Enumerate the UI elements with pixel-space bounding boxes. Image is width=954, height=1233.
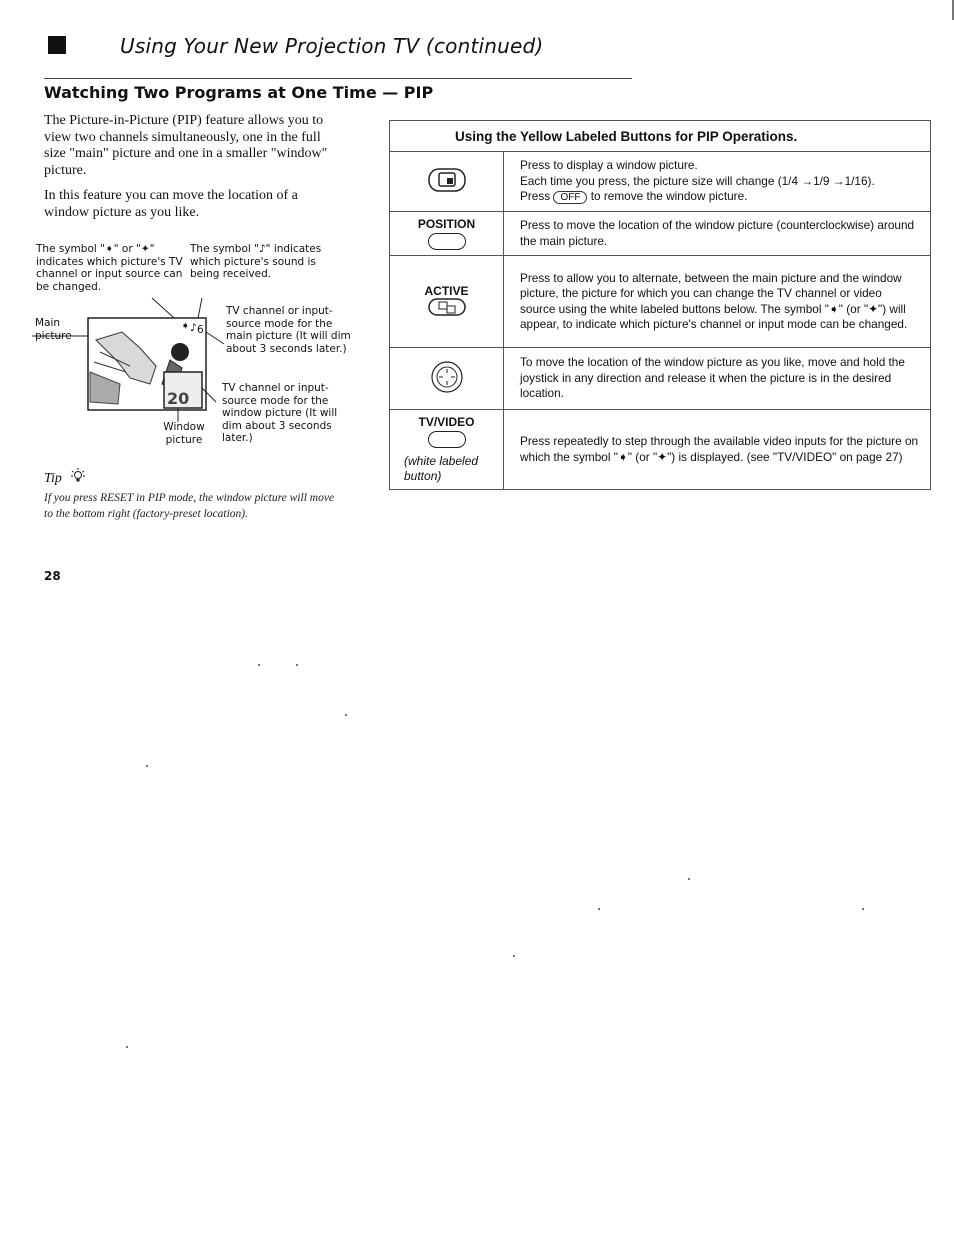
intro-paragraph-2: In this feature you can move the location of a window picture as you like. bbox=[44, 188, 298, 220]
pip-desc-line-2: Each time you press, the picture size will change (1/4 →1/9 →1/16). bbox=[520, 173, 875, 188]
position-desc: Press to move the location of the window picture (counterclockwise) around the main picture. bbox=[504, 212, 931, 256]
pip-button-cell bbox=[390, 152, 504, 212]
active-desc: Press to allow you to alternate, between the main picture and the window picture, the picture for which you can change the TV channel or video source using the white labeled buttons below. The symbol "➧" (or "✦") will appear, to indicate which picture's channel or input mode can be changed. bbox=[504, 256, 931, 348]
tip-text: If you press RESET in PIP mode, the window picture will move to the bottom right (factory-preset location). bbox=[44, 492, 335, 520]
window-picture-desc: TV channel or input-source mode for the window picture (It will dim about 3 seconds later.) bbox=[222, 382, 338, 445]
intro-text bbox=[44, 113, 344, 230]
pip-desc bbox=[504, 152, 931, 212]
pip-icon[interactable] bbox=[427, 167, 467, 193]
position-button-icon[interactable] bbox=[428, 233, 466, 250]
scan-speck bbox=[688, 878, 690, 880]
position-label: POSITION bbox=[417, 217, 476, 231]
pip-desc-line-1: Press to display a window picture. bbox=[520, 158, 698, 173]
header-mark bbox=[48, 36, 66, 54]
scan-speck bbox=[513, 955, 515, 957]
scan-speck bbox=[258, 664, 260, 666]
position-button-cell bbox=[390, 212, 504, 256]
note-arrow-symbol: The symbol "➧" or "✦" indicates which picture's TV channel or input source can be changed. bbox=[36, 243, 183, 293]
scan-speck bbox=[296, 664, 298, 666]
header-divider bbox=[44, 78, 632, 79]
scan-speck bbox=[345, 714, 347, 716]
window-channel-number: 20 bbox=[167, 389, 190, 408]
page-number: 28 bbox=[44, 569, 61, 583]
table-row bbox=[390, 348, 931, 410]
tip-label: Tip bbox=[44, 471, 62, 486]
off-suffix: to remove the window picture. bbox=[590, 189, 748, 204]
section-title: Watching Two Programs at One Time — PIP bbox=[44, 83, 434, 102]
active-icon[interactable] bbox=[428, 298, 466, 316]
main-picture-desc: TV channel or input-source mode for the main picture (It will dim about 3 seconds later.) bbox=[226, 305, 351, 355]
table-title: Using the Yellow Labeled Buttons for PIP Operations. bbox=[390, 121, 931, 152]
main-arrow-icon: ➧ bbox=[181, 320, 190, 332]
tvvideo-button-icon[interactable] bbox=[428, 431, 466, 448]
scan-speck bbox=[598, 908, 600, 910]
lightbulb-icon bbox=[71, 468, 85, 484]
table-header-row bbox=[390, 121, 931, 152]
note-sound-symbol: The symbol "♪" indicates which picture's sound is being received. bbox=[190, 243, 322, 281]
pip-operations-table bbox=[389, 120, 931, 490]
tvvideo-button-cell bbox=[390, 410, 504, 490]
sound-note-icon: ♪ bbox=[190, 322, 197, 334]
window-picture-label: Window picture bbox=[163, 421, 205, 446]
tvvideo-desc: Press repeatedly to step through the available video inputs for the picture on which the symbol "➧" (or "✦") is displayed. (see "TV/VIDEO" on page 27) bbox=[504, 410, 931, 490]
page-header-title: Using Your New Projection TV (continued) bbox=[120, 34, 544, 58]
tvvideo-sub: (white labeled button) bbox=[404, 453, 479, 483]
pip-diagram bbox=[30, 292, 230, 422]
tip-heading bbox=[44, 468, 85, 487]
joystick-cell bbox=[390, 348, 504, 410]
pip-desc-line-3 bbox=[520, 189, 920, 205]
joystick-icon[interactable] bbox=[430, 360, 464, 394]
active-button-cell bbox=[390, 256, 504, 348]
joystick-desc: To move the location of the window picture as you like, move and hold the joystick in any direction and release it when the picture is in the desired location. bbox=[504, 348, 931, 410]
scan-speck bbox=[146, 765, 148, 767]
off-prefix: Press bbox=[520, 189, 551, 204]
table-row bbox=[390, 152, 931, 212]
intro-paragraph-1: The Picture-in-Picture (PIP) feature allows you to view two channels simultaneously, one in the full size "main" picture and one in a smaller "window" picture. bbox=[44, 113, 328, 178]
tvvideo-label: TV/VIDEO bbox=[418, 414, 475, 429]
table-row bbox=[390, 256, 931, 348]
scan-speck bbox=[862, 908, 864, 910]
main-picture-label: Main picture bbox=[35, 317, 72, 342]
active-label: ACTIVE bbox=[424, 284, 469, 298]
off-button[interactable]: OFF bbox=[553, 191, 587, 204]
main-channel-number: 6 bbox=[197, 324, 204, 336]
table-row bbox=[390, 410, 931, 490]
table-row bbox=[390, 212, 931, 256]
scan-speck bbox=[126, 1046, 128, 1048]
